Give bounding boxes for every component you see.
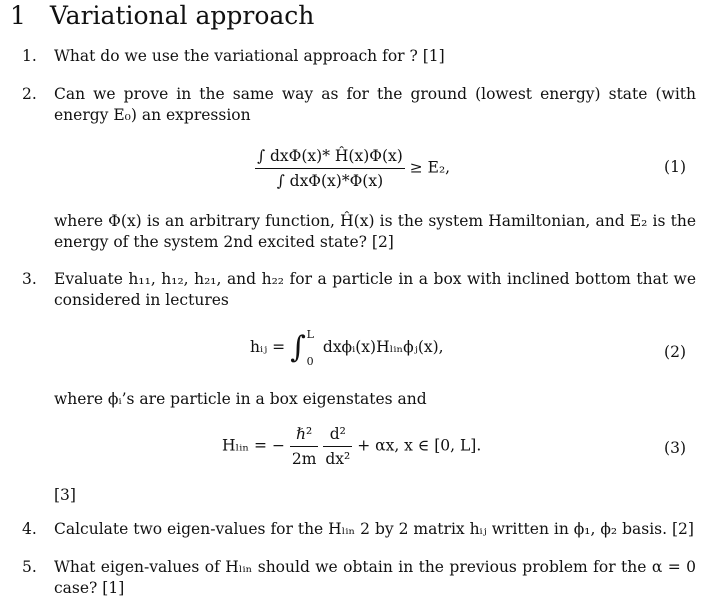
equation-3-fraction-2-denominator: dx² [325,450,351,468]
section-title: Variational approach [49,1,315,30]
question-number: 3. [22,270,37,288]
question-2 [22,84,696,126]
equation-2-number: (2) [664,343,686,361]
equation-1-fraction [255,146,405,191]
question-text: Can we prove in the same way as for the ground (lowest energy) state (with energy E₀) an expression [54,85,696,124]
integral-limits [307,328,314,368]
equation-2-lhs: hᵢⱼ = [250,338,286,356]
question-number: 4. [22,520,37,538]
question-text: Calculate two eigen-values for the Hₗᵢₙ 2 by 2 matrix hᵢⱼ written in ϕ₁, ϕ₂ basis. [2] [54,520,694,538]
equation-3 [222,424,481,469]
equation-1 [255,146,450,191]
question-2-continuation [22,211,696,253]
equation-1-rhs: ≥ E₂, [409,158,451,177]
integral-lower-limit: 0 [306,355,314,368]
equation-2-integrand: dxϕᵢ(x)Hₗᵢₙϕⱼ(x), [322,338,444,356]
equation-3-fraction-1 [290,424,319,469]
question-number: 2. [22,85,37,103]
question-text: Evaluate h₁₁, h₁₂, h₂₁, and h₂₂ for a particle in a box with inclined bottom that we considered in lectures [54,270,696,309]
question-1 [22,46,696,67]
question-number: 5. [22,558,37,576]
question-4 [22,519,696,540]
equation-3-fraction-1-numerator: ℏ² [290,424,319,447]
equation-3-lhs: Hₗᵢₙ = − [222,436,285,455]
question-3-points [22,485,696,506]
paragraph-text: where ϕᵢ’s are particle in a box eigenstates and [54,390,427,408]
equation-2 [250,328,444,368]
question-3 [22,269,696,311]
equation-3-fraction-2 [323,424,352,469]
equation-1-number: (1) [664,158,686,176]
question-text: What do we use the variational approach for ? [1] [54,47,445,65]
points-label: [3] [54,486,76,504]
paragraph-text: where Φ(x) is an arbitrary function, Ĥ(x) is the system Hamiltonian, and E₂ is the energy of the system 2nd excited state? [2] [54,212,696,251]
integral-upper-limit: L [306,328,314,341]
equation-1-numerator: ∫ dxΦ(x)* Ĥ(x)Φ(x) [255,146,405,169]
question-number: 1. [22,47,37,65]
section-number: 1 [10,1,26,30]
integral-sign: ∫ [290,330,306,365]
equation-3-fraction-1-denominator: 2m [291,450,317,468]
equation-3-rhs: + αx, x ∈ [0, L]. [357,436,482,455]
equation-3-number: (3) [664,439,686,457]
question-5 [22,557,696,599]
question-3-continuation [22,389,696,410]
question-text: What eigen-values of Hₗᵢₙ should we obtain in the previous problem for the α = 0 case? [1] [54,558,696,597]
equation-3-fraction-2-numerator: d² [323,424,352,447]
section-heading [10,0,314,32]
equation-1-denominator: ∫ dxΦ(x)*Φ(x) [276,172,384,190]
